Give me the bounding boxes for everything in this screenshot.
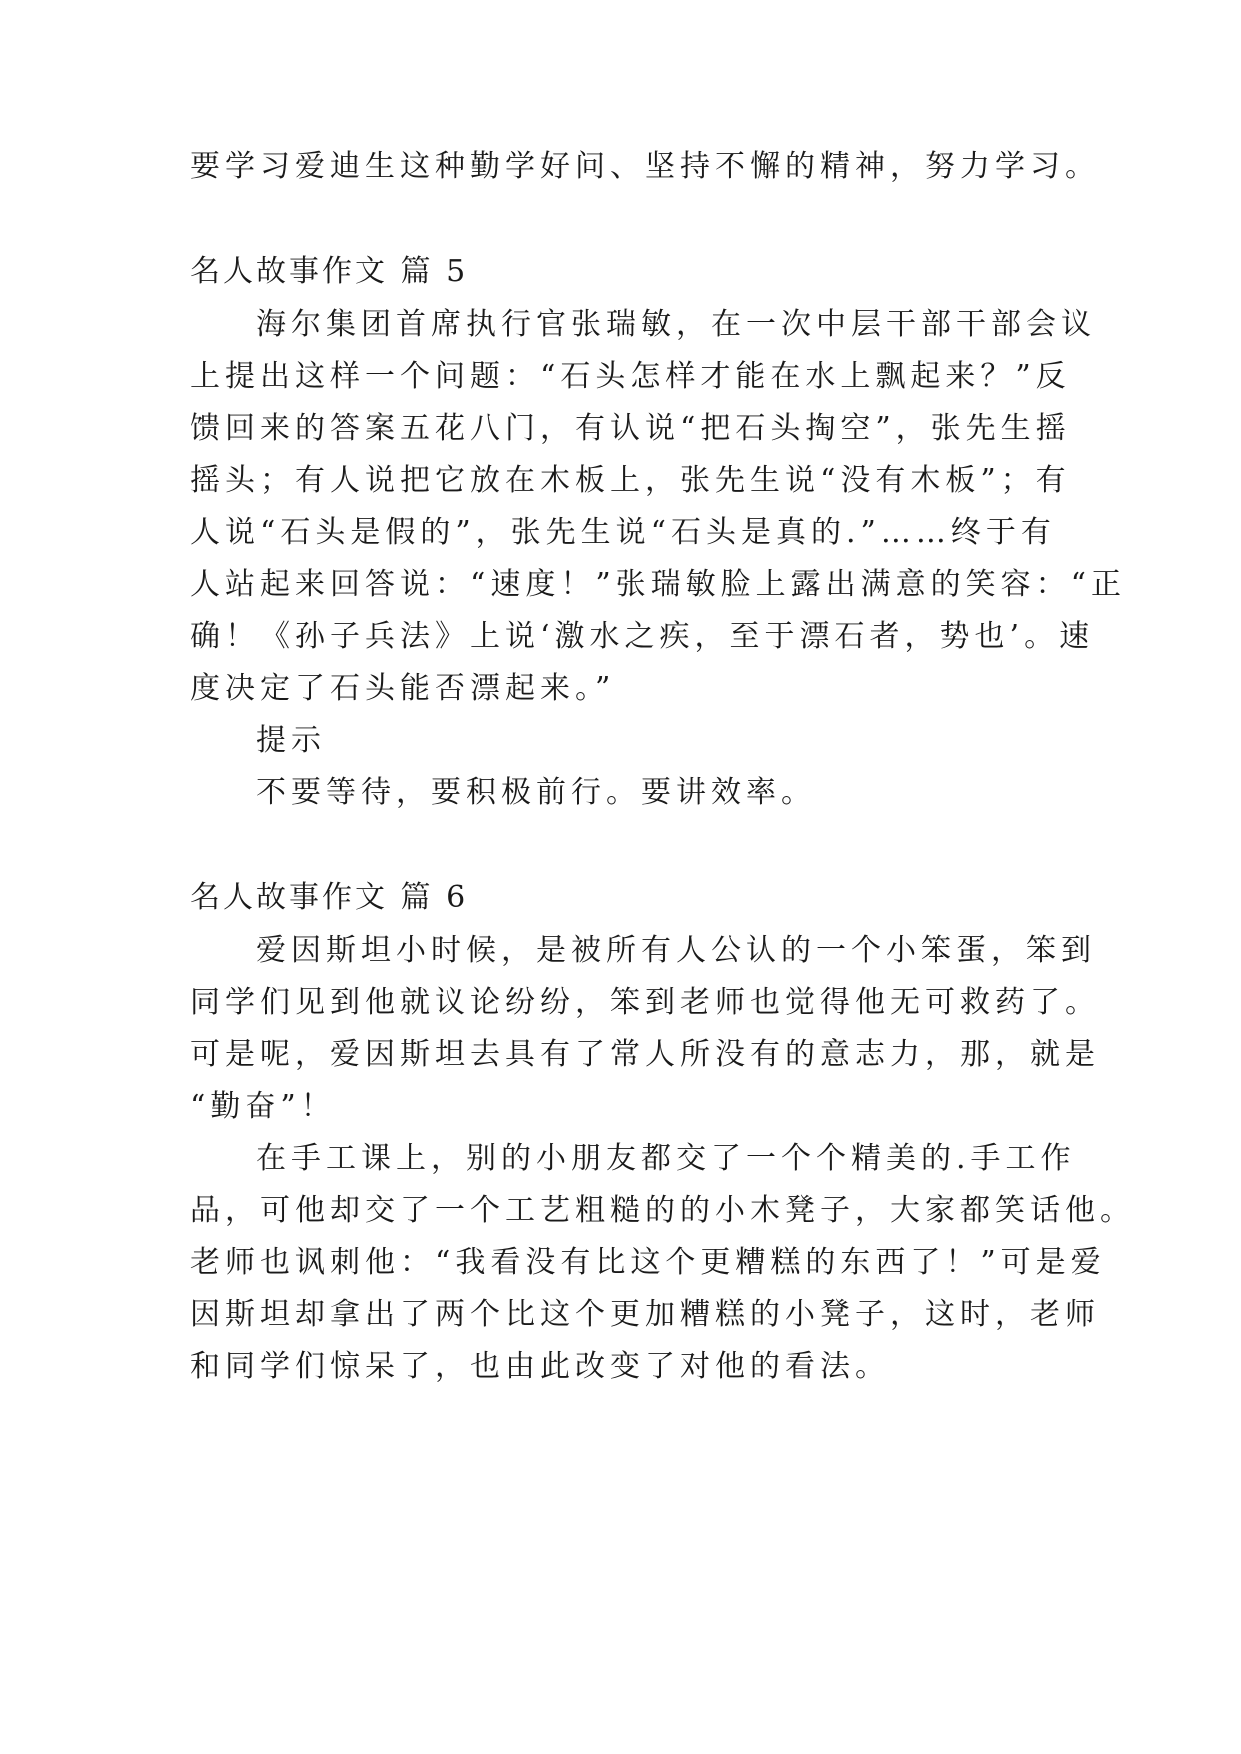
intro-line: 要学习爱迪生这种勤学好问、坚持不懈的精神，努力学习。 [190, 149, 1100, 184]
paragraph-line: 人站起来回答说：“速度！”张瑞敏脸上露出满意的笑容：“正 [190, 567, 1127, 602]
paragraph-line: 摇头；有人说把它放在木板上，张先生说“没有木板”；有 [190, 463, 1071, 498]
section-6-heading: 名人故事作文 篇 6 [190, 880, 469, 915]
paragraph-line: 品，可他却交了一个工艺粗糙的的小木凳子，大家都笑话他。 [190, 1193, 1135, 1228]
paragraph-line: 因斯坦却拿出了两个比这个更加糟糕的小凳子，这时，老师 [190, 1297, 1100, 1332]
paragraph-line: 可是呢，爱因斯坦去具有了常人所没有的意志力，那，就是 [190, 1037, 1100, 1072]
paragraph-line: 在手工课上，别的小朋友都交了一个个精美的.手工作 [256, 1141, 1076, 1176]
paragraph-line: “勤奋”！ [190, 1089, 336, 1124]
tip-label: 提示 [256, 723, 326, 758]
paragraph-line: 馈回来的答案五花八门，有认说“把石头掏空”，张先生摇 [190, 411, 1071, 446]
paragraph-line: 上提出这样一个问题：“石头怎样才能在水上飘起来？”反 [190, 359, 1071, 394]
paragraph-line: 人说“石头是假的”，张先生说“石头是真的.”……终于有 [190, 515, 1056, 550]
paragraph-line: 和同学们惊呆了，也由此改变了对他的看法。 [190, 1349, 890, 1384]
paragraph-line: 老师也讽刺他：“我看没有比这个更糟糕的东西了！”可是爱 [190, 1245, 1106, 1280]
tip-text: 不要等待，要积极前行。要讲效率。 [256, 775, 816, 810]
paragraph-line: 海尔集团首席执行官张瑞敏，在一次中层干部干部会议 [256, 307, 1096, 342]
paragraph-line: 同学们见到他就议论纷纷，笨到老师也觉得他无可救药了。 [190, 985, 1100, 1020]
section-5-heading: 名人故事作文 篇 5 [190, 254, 469, 289]
paragraph-line: 度决定了石头能否漂起来。” [190, 671, 616, 706]
paragraph-line: 爱因斯坦小时候，是被所有人公认的一个小笨蛋，笨到 [256, 933, 1096, 968]
paragraph-line: 确！《孙子兵法》上说‘激水之疾，至于漂石者，势也’。速 [190, 619, 1095, 654]
